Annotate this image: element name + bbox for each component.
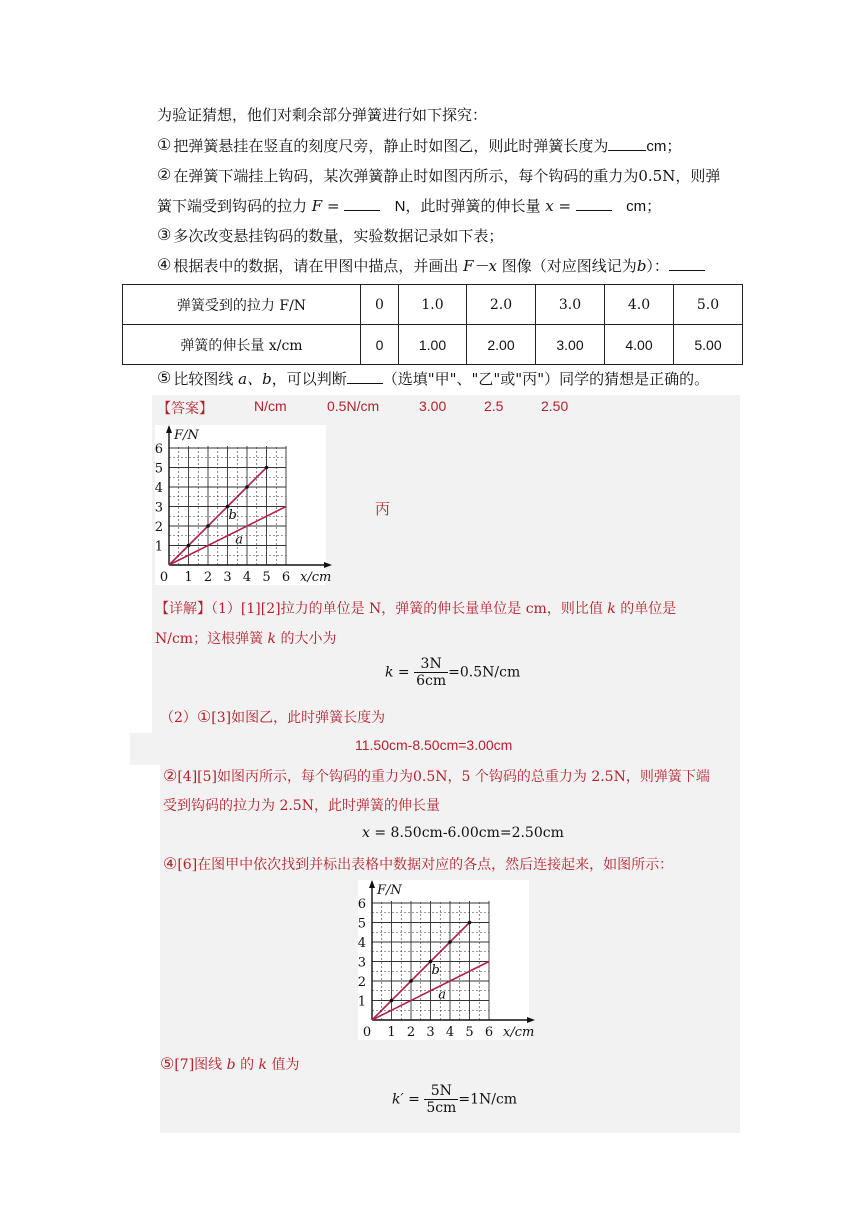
step-1-number: ① [157,135,172,154]
table-row-label: 弹簧受到的拉力 F/N [123,285,361,325]
data-point [448,940,452,944]
line-a-label: a [438,987,447,1003]
detail-p4: ④[6]在图甲中依次找到并标出表格中数据对应的各点，然后连接起来，如图所示： [163,854,674,873]
x-tick-label: 6 [484,1025,494,1040]
x-axis-label: x/cm [503,1025,535,1040]
y-tick-label: 2 [357,975,366,990]
y-tick-label: 3 [154,500,163,516]
data-point [390,999,394,1003]
equation-extension: x = 8.50cm-6.00cm=2.50cm [362,825,564,841]
table-cell: 3.00 [536,325,605,365]
detail-p1-cont: N/cm；这根弹簧 k 的大小为 [155,631,337,647]
y-tick-label: 1 [357,994,366,1010]
data-point [206,524,210,528]
x-tick-label: 3 [426,1025,435,1040]
step-3: ③ 多次改变悬挂钩码的数量，实验数据记录如下表； [157,225,504,245]
equation-length: 11.50cm-8.50cm=3.00cm [355,737,513,753]
y-axis-label: F/N [377,883,402,898]
x-tick-label: 5 [262,570,271,585]
table-cell: 4.0 [605,285,674,325]
x-tick-label: 4 [242,570,252,585]
table-cell: 5.00 [674,325,743,365]
y-tick-label: 6 [154,442,163,457]
graph-jia-answer [154,425,332,585]
y-tick-label: 5 [154,461,163,477]
y-tick-label: 5 [357,916,366,932]
y-tick-label: 4 [357,936,366,951]
data-point [409,979,413,983]
step-2-line2: 簧下端受到钩码的拉力 F = N，此时弹簧的伸长量 x = cm； [157,197,662,215]
y-axis-arrow [369,880,375,888]
data-point [187,544,191,548]
y-tick-label: 1 [154,539,163,555]
x-tick-label: 2 [406,1025,416,1040]
data-table [122,284,743,365]
x-tick-label: 1 [387,1025,396,1040]
x-tick-label: 1 [184,570,193,585]
equation-k-prime: k′ = $\frac{5N}{5cm}$ =1N/cm [392,1083,518,1116]
y-tick-label: 4 [154,481,163,496]
graph-jia-detail [357,880,535,1040]
table-cell: 3.0 [536,285,605,325]
x-tick-label: 4 [445,1025,455,1040]
detail-p5: ⑤[7]图线 b 的 k 值为 [160,1054,300,1073]
table-cell: 4.00 [605,325,674,365]
table-cell: 0 [361,325,399,365]
table-row [123,325,743,365]
detail-p3: ②[4][5]如图丙所示，每个钩码的重力为0.5N，5 个钩码的总重力为 2.5N，则弹簧下端 [163,766,710,785]
x-axis-label: x/cm [300,570,332,585]
line-b-label: b [431,963,440,979]
table-cell: 0 [361,285,399,325]
answer-blank[interactable] [669,257,705,271]
detail-p1: 【详解】（1）[1][2]拉力的单位是 N，弹簧的伸长量单位是 cm，则比值 k 的单位是 [155,601,677,617]
equation-k: k = $\frac{3N}{6cm}$ =0.5N/cm [385,656,521,689]
answer-blank[interactable] [344,197,380,211]
table-row-label: 弹簧的伸长量 x/cm [123,325,361,365]
table-cell: 5.0 [674,285,743,325]
table-cell: 1.0 [399,285,467,325]
data-point [265,466,269,470]
line-b-label: b [228,508,237,524]
series-line-b [372,923,470,1021]
series-line-b [169,468,267,566]
y-axis-arrow [166,425,172,433]
fx-graph [357,880,535,1040]
step-2-line1: ② 在弹簧下端挂上钩码，某次弹簧静止时如图丙所示，每个钩码的重力为0.5N，则弹 [157,165,721,185]
answer-blank[interactable] [608,137,646,151]
intro-text: 为验证猜想，他们对剩余部分弹簧进行如下探究： [157,106,488,124]
y-tick-label: 2 [154,520,163,535]
data-point [245,485,249,489]
x-tick-label: 6 [281,570,291,585]
y-axis-label: F/N [174,428,199,443]
x-tick-label: 5 [465,1025,474,1040]
detail-p3-cont: 受到钩码的拉力为 2.5N，此时弹簧的伸长量 [163,798,440,814]
x-tick-label: 0 [159,570,169,585]
answer-blank[interactable] [576,197,612,211]
y-tick-label: 6 [357,897,366,912]
answer-line: 【答案】 N/cm 0.5N/cm 3.00 2.5 2.50 [157,398,569,417]
table-cell: 2.00 [467,325,536,365]
x-tick-label: 2 [203,570,213,585]
y-tick-label: 3 [357,955,366,971]
detail-p2: （2）①[3]如图乙，此时弹簧长度为 [160,707,386,726]
answer-bing: 丙 [375,500,391,518]
fx-graph [154,425,332,585]
table-cell: 1.00 [399,325,467,365]
answer-blank[interactable] [347,370,383,384]
table-row [123,285,743,325]
line-a-label: a [235,532,244,548]
table-cell: 2.0 [467,285,536,325]
data-point [468,921,472,925]
step-4: ④ 根据表中的数据，请在甲图中描点，并画出 F－x 图像（对应图线记为b）： [157,257,705,274]
x-tick-label: 0 [362,1025,372,1040]
step-5: ⑤ 比较图线 a、b，可以判断 （选填"甲"、"乙"或"丙"）同学的猜想是正确的。 [157,368,710,388]
step-1: ① 把弹簧悬挂在竖直的刻度尺旁，静止时如图乙，则此时弹簧长度为 cm； [157,135,682,155]
x-tick-label: 3 [223,570,232,585]
